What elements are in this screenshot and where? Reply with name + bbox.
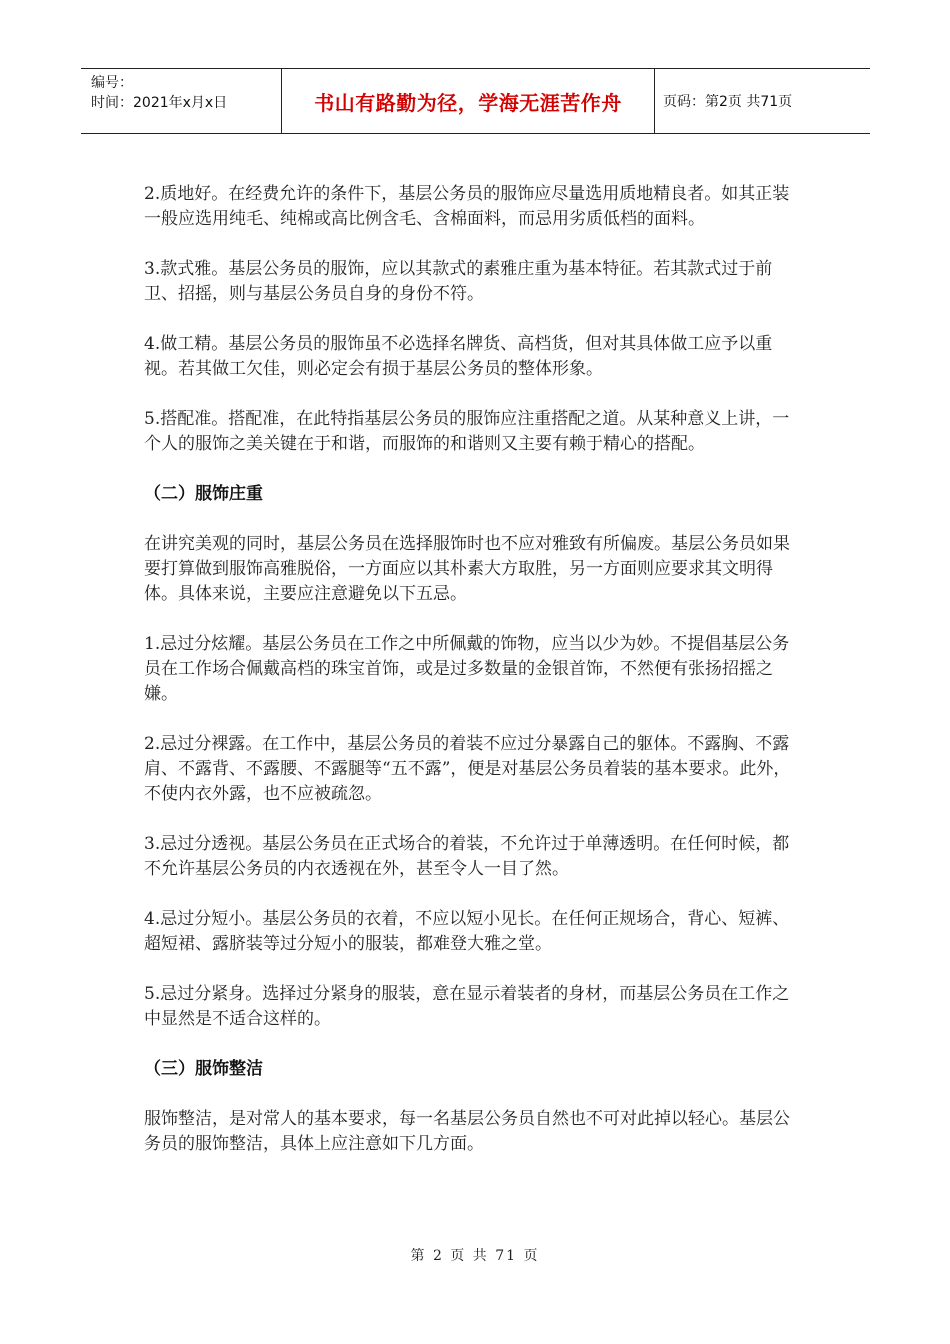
doc-time-label: 时间：2021年x月x日 (91, 95, 228, 111)
paragraph: 2.忌过分裸露。在工作中，基层公务员的着装不应过分暴露自己的躯体。不露胸、不露肩、不露背、不露腰、不露腿等“五不露”，便是对基层公务员着装的基本要求。此外，不使内衣外露，也不应被疏忽。 (144, 734, 791, 804)
paragraph: 1.忌过分炫耀。基层公务员在工作之中所佩戴的饰物，应当以少为妙。不提倡基层公务员在工作场合佩戴高档的珠宝首饰，或是过多数量的金银首饰，不然便有张扬招摇之嫌。 (144, 634, 790, 704)
paragraph: 5.搭配准。搭配准，在此特指基层公务员的服饰应注重搭配之道。从某种意义上讲，一个人的服饰之美关键在于和谐，而服饰的和谐则又主要有赖于精心的搭配。 (144, 409, 790, 454)
header-motto-cell (282, 69, 655, 133)
doc-number-label: 编号： (91, 75, 133, 91)
page-footer: 第 2 页 共 71 页 (410, 1248, 540, 1264)
paragraph: 2.质地好。在经费允许的条件下，基层公务员的服饰应尽量选用质地精良者。如其正装一般应选用纯毛、纯棉或高比例含毛、含棉面料，而忌用劣质低档的面料。 (144, 184, 790, 229)
header-page-info: 页码：第2页 共71页 (663, 94, 793, 110)
paragraph: 3.款式雅。基层公务员的服饰，应以其款式的素雅庄重为基本特征。若其款式过于前卫、招摇，则与基层公务员自身的身份不符。 (144, 259, 773, 304)
paragraph: 5.忌过分紧身。选择过分紧身的服装，意在显示着装者的身材，而基层公务员在工作之中显然是不适合这样的。 (144, 984, 790, 1029)
paragraph: 3.忌过分透视。基层公务员在正式场合的着装，不允许过于单薄透明。在任何时候，都不允许基层公务员的内衣透视在外，甚至令人一目了然。 (144, 834, 790, 879)
paragraph: 在讲究美观的同时，基层公务员在选择服饰时也不应对雅致有所偏废。基层公务员如果要打算做到服饰高雅脱俗，一方面应以其朴素大方取胜，另一方面则应要求其文明得体。具体来说，主要应注意避免以下五忌。 (144, 534, 790, 604)
paragraph: 4.做工精。基层公务员的服饰虽不必选择名牌货、高档货，但对其具体做工应予以重视。若其做工欠佳，则必定会有损于基层公务员的整体形象。 (144, 334, 773, 379)
header-page-info-cell (655, 69, 870, 133)
paragraph: 4.忌过分短小。基层公务员的衣着，不应以短小见长。在任何正规场合，背心、短裤、超短裙、露脐装等过分短小的服装，都难登大雅之堂。 (144, 909, 790, 954)
header-meta (81, 69, 282, 133)
header-motto: 书山有路勤为径，学海无涯苦作舟 (314, 90, 622, 115)
page-header (81, 68, 870, 134)
document-body (144, 182, 804, 1182)
section-heading: （二）服饰庄重 (144, 484, 263, 504)
section-heading: （三）服饰整洁 (144, 1059, 263, 1079)
paragraph: 服饰整洁，是对常人的基本要求，每一名基层公务员自然也不可对此掉以轻心。基层公务员的服饰整洁，具体上应注意如下几方面。 (144, 1109, 790, 1154)
